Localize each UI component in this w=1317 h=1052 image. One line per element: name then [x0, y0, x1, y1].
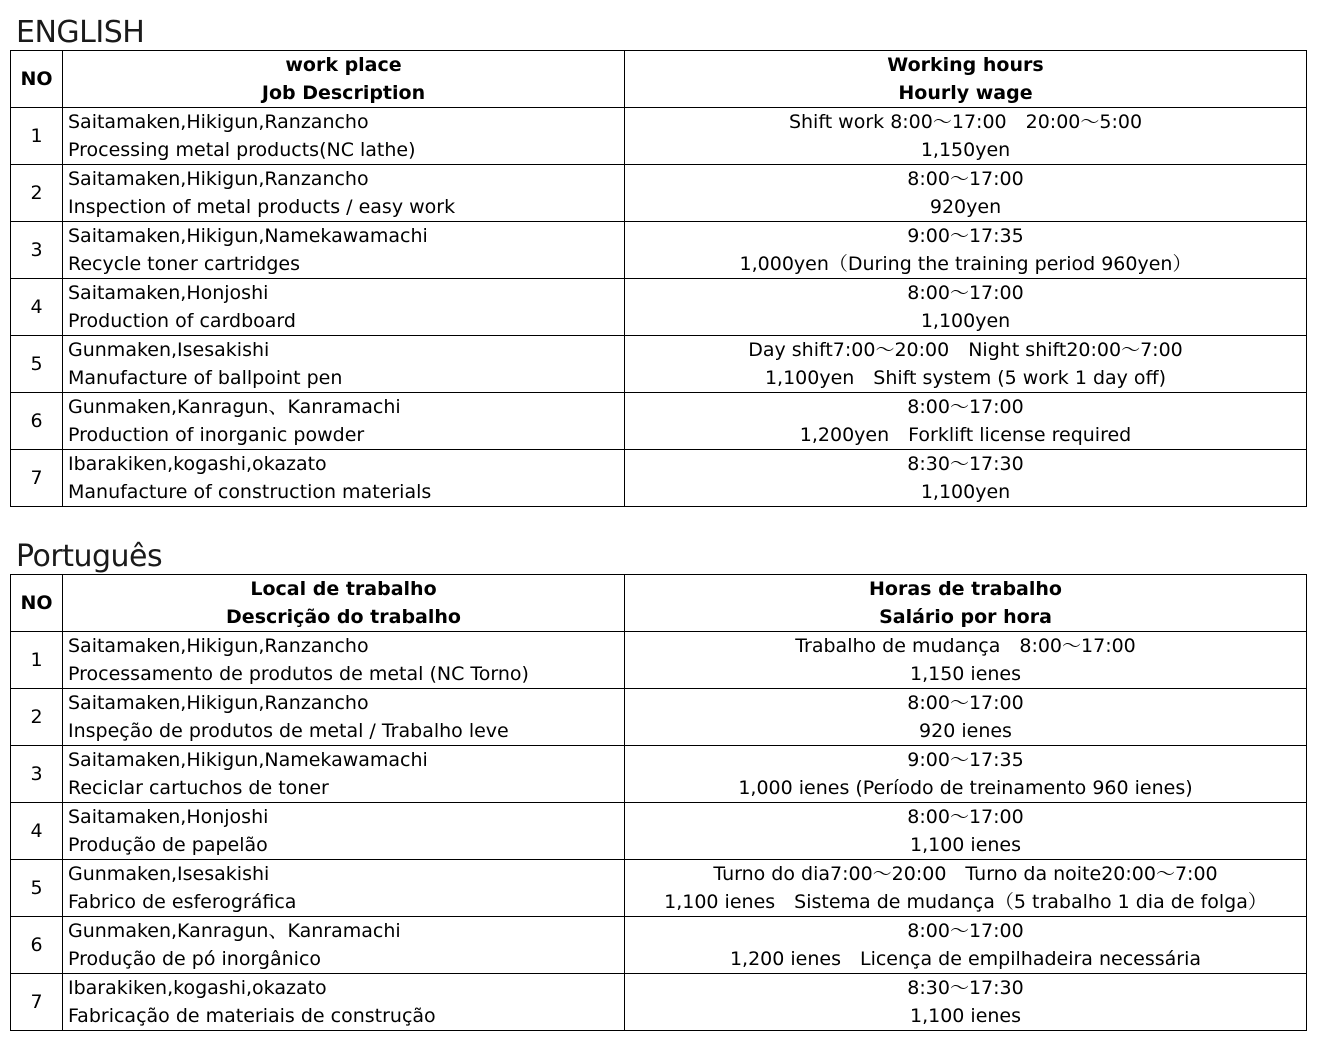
row-number: 2: [11, 689, 63, 746]
job-description: Produção de papelão: [68, 834, 268, 856]
place-cell: [63, 860, 625, 917]
work-place: Gunmaken,Kanragun、Kanramachi: [68, 920, 401, 942]
job-description: Processing metal products(NC lathe): [68, 139, 416, 161]
place-cell: [63, 632, 625, 689]
hours-cell: [625, 165, 1307, 222]
work-place: Saitamaken,Honjoshi: [68, 282, 269, 304]
job-description: Reciclar cartuchos de toner: [68, 777, 329, 799]
hours-cell: [625, 974, 1307, 1031]
jobs-table: [10, 50, 1307, 507]
row-number: 6: [11, 393, 63, 450]
work-place: Saitamaken,Hikigun,Ranzancho: [68, 692, 369, 714]
working-hours: 8:00～17:00: [907, 396, 1024, 418]
job-description: Produção de pó inorgânico: [68, 948, 322, 970]
hourly-wage: 1,000 ienes (Período de treinamento 960 ienes): [738, 777, 1193, 799]
work-place: Gunmaken,Kanragun、Kanramachi: [68, 396, 401, 418]
job-description: Production of inorganic powder: [68, 424, 365, 446]
place-cell: [63, 917, 625, 974]
table-header-row: [11, 575, 1307, 632]
header-hours-line1: Horas de trabalho: [869, 578, 1062, 600]
row-number: 5: [11, 336, 63, 393]
table-row: [11, 803, 1307, 860]
hourly-wage: 1,100 ienes Sistema de mudança（5 trabalho 1 dia de folga）: [664, 891, 1267, 913]
table-row: [11, 222, 1307, 279]
place-cell: [63, 336, 625, 393]
hours-cell: [625, 746, 1307, 803]
working-hours: Turno do dia7:00～20:00 Turno da noite20:00～7:00: [713, 863, 1218, 885]
work-place: Gunmaken,Isesakishi: [68, 863, 270, 885]
hourly-wage: 1,150yen: [920, 139, 1011, 161]
job-description: Production of cardboard: [68, 310, 296, 332]
working-hours: 8:00～17:00: [907, 806, 1024, 828]
header-no: NO: [11, 575, 63, 632]
row-number: 3: [11, 746, 63, 803]
working-hours: 8:00～17:00: [907, 282, 1024, 304]
hours-cell: [625, 336, 1307, 393]
table-row: [11, 860, 1307, 917]
table-row: [11, 746, 1307, 803]
row-number: 4: [11, 279, 63, 336]
row-number: 3: [11, 222, 63, 279]
row-number: 7: [11, 450, 63, 507]
row-number: 4: [11, 803, 63, 860]
work-place: Ibarakiken,kogashi,okazato: [68, 453, 327, 475]
working-hours: 9:00～17:35: [907, 749, 1024, 771]
job-description: Inspection of metal products / easy work: [68, 196, 456, 218]
job-description: Inspeção de produtos de metal / Trabalho leve: [68, 720, 509, 742]
working-hours: 8:00～17:00: [907, 168, 1024, 190]
job-description: Manufacture of ballpoint pen: [68, 367, 343, 389]
work-place: Saitamaken,Hikigun,Ranzancho: [68, 111, 369, 133]
working-hours: Trabalho de mudança 8:00～17:00: [795, 635, 1136, 657]
hourly-wage: 920yen: [929, 196, 1002, 218]
hourly-wage: 1,100yen: [920, 310, 1011, 332]
header-hours-line1: Working hours: [887, 54, 1044, 76]
table-header-row: [11, 51, 1307, 108]
working-hours: 8:00～17:00: [907, 920, 1024, 942]
working-hours: 9:00～17:35: [907, 225, 1024, 247]
hourly-wage: 1,200yen Forklift license required: [799, 424, 1132, 446]
header-place-line1: work place: [285, 54, 402, 76]
hourly-wage: 920 ienes: [919, 720, 1012, 742]
jobs-table: [10, 574, 1307, 1031]
work-place: Saitamaken,Hikigun,Ranzancho: [68, 168, 369, 190]
table-body: [11, 108, 1307, 507]
work-place: Gunmaken,Isesakishi: [68, 339, 270, 361]
hourly-wage: 1,150 ienes: [909, 663, 1022, 685]
table-row: [11, 108, 1307, 165]
hourly-wage: 1,100yen: [920, 481, 1011, 503]
hours-cell: [625, 393, 1307, 450]
header-place: [63, 575, 625, 632]
table-row: [11, 974, 1307, 1031]
job-description: Fabricação de materiais de construção: [68, 1005, 436, 1027]
work-place: Saitamaken,Hikigun,Ranzancho: [68, 635, 369, 657]
header-place: [63, 51, 625, 108]
place-cell: [63, 393, 625, 450]
job-description: Manufacture of construction materials: [68, 481, 432, 503]
job-description: Processamento de produtos de metal (NC Torno): [68, 663, 529, 685]
hours-cell: [625, 917, 1307, 974]
place-cell: [63, 279, 625, 336]
working-hours: 8:30～17:30: [907, 977, 1024, 999]
place-cell: [63, 974, 625, 1031]
hours-cell: [625, 689, 1307, 746]
place-cell: [63, 746, 625, 803]
header-hours: [625, 575, 1307, 632]
hours-cell: [625, 108, 1307, 165]
row-number: 1: [11, 108, 63, 165]
row-number: 6: [11, 917, 63, 974]
table-row: [11, 917, 1307, 974]
section-title: ENGLISH: [16, 15, 145, 50]
place-cell: [63, 689, 625, 746]
hourly-wage: 1,000yen（During the training period 960yen）: [739, 253, 1192, 275]
row-number: 5: [11, 860, 63, 917]
header-hours: [625, 51, 1307, 108]
table-row: [11, 689, 1307, 746]
row-number: 7: [11, 974, 63, 1031]
working-hours: Shift work 8:00～17:00 20:00～5:00: [788, 111, 1143, 133]
working-hours: 8:00～17:00: [907, 692, 1024, 714]
table-row: [11, 393, 1307, 450]
place-cell: [63, 803, 625, 860]
hours-cell: [625, 803, 1307, 860]
place-cell: [63, 165, 625, 222]
work-place: Saitamaken,Honjoshi: [68, 806, 269, 828]
hourly-wage: 1,100 ienes: [909, 834, 1022, 856]
hourly-wage: 1,100yen Shift system (5 work 1 day off): [764, 367, 1167, 389]
working-hours: Day shift7:00～20:00 Night shift20:00～7:00: [748, 339, 1183, 361]
header-place-line1: Local de trabalho: [250, 578, 437, 600]
header-no: NO: [11, 51, 63, 108]
job-description: Recycle toner cartridges: [68, 253, 300, 275]
english-section: [10, 16, 1306, 507]
table-body: [11, 632, 1307, 1031]
working-hours: 8:30～17:30: [907, 453, 1024, 475]
hourly-wage: 1,200 ienes Licença de empilhadeira necessária: [729, 948, 1202, 970]
place-cell: [63, 108, 625, 165]
job-description: Fabrico de esferográfica: [68, 891, 297, 913]
section-title: Português: [16, 539, 163, 574]
table-row: [11, 632, 1307, 689]
header-place-line2: Job Description: [261, 82, 426, 104]
hours-cell: [625, 632, 1307, 689]
row-number: 2: [11, 165, 63, 222]
work-place: Saitamaken,Hikigun,Namekawamachi: [68, 749, 428, 771]
work-place: Saitamaken,Hikigun,Namekawamachi: [68, 225, 428, 247]
table-row: [11, 165, 1307, 222]
hours-cell: [625, 860, 1307, 917]
hours-cell: [625, 279, 1307, 336]
portuguese-section: [10, 540, 1306, 1031]
table-row: [11, 279, 1307, 336]
table-row: [11, 336, 1307, 393]
header-hours-line2: Salário por hora: [879, 606, 1052, 628]
hours-cell: [625, 222, 1307, 279]
table-row: [11, 450, 1307, 507]
place-cell: [63, 450, 625, 507]
place-cell: [63, 222, 625, 279]
hourly-wage: 1,100 ienes: [909, 1005, 1022, 1027]
header-hours-line2: Hourly wage: [898, 82, 1033, 104]
hours-cell: [625, 450, 1307, 507]
row-number: 1: [11, 632, 63, 689]
work-place: Ibarakiken,kogashi,okazato: [68, 977, 327, 999]
header-place-line2: Descrição do trabalho: [226, 606, 461, 628]
